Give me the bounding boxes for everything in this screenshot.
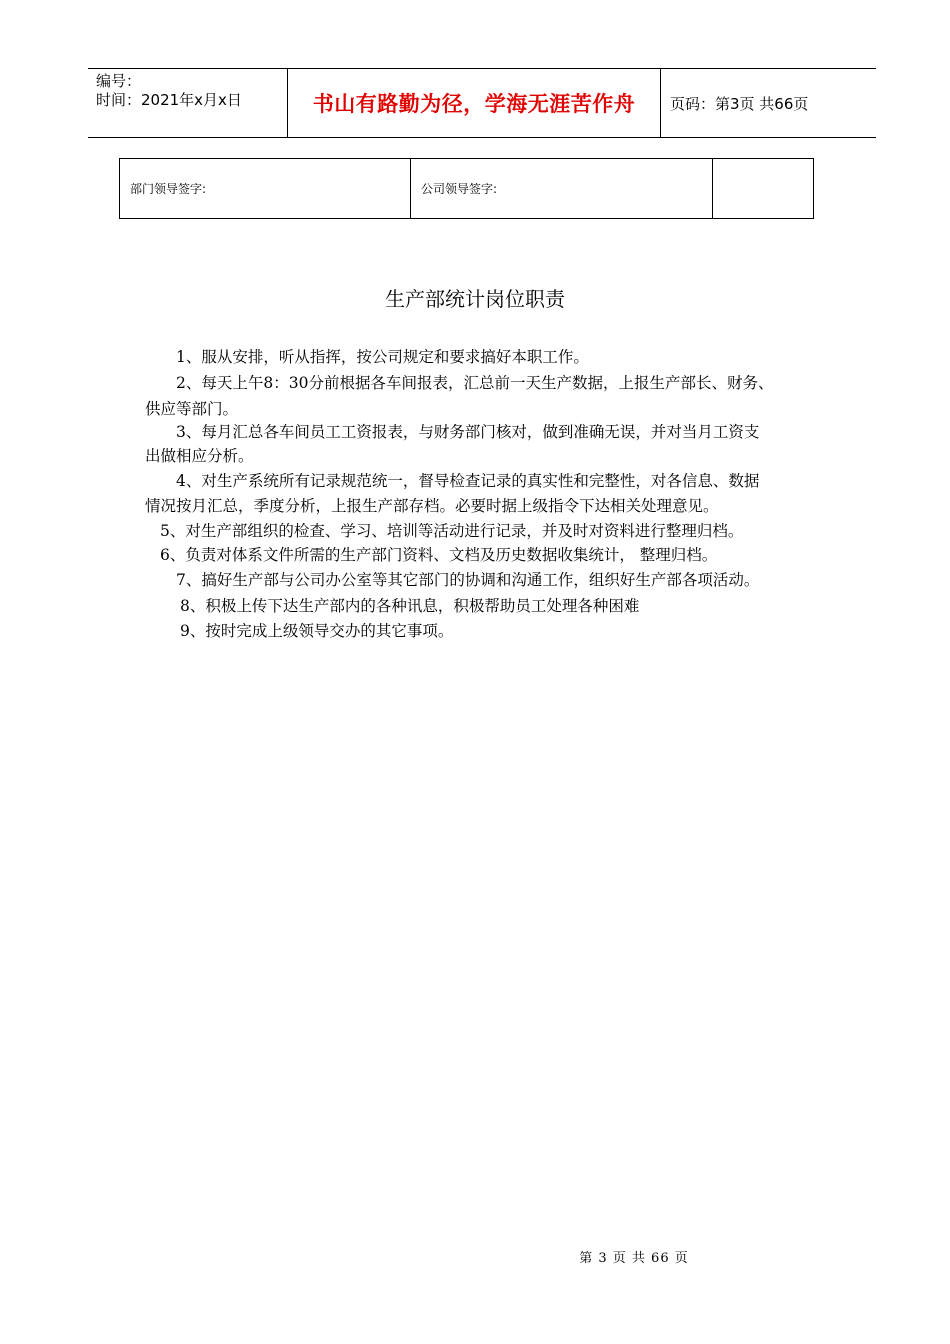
company-leader-signature: 公司领导签字: (411, 159, 713, 218)
duty-line: 供应等部门。 (145, 400, 239, 418)
duty-line: 2、每天上午8：30分前根据各车间报表，汇总前一天生产数据，上报生产部长、财务、 (176, 374, 774, 392)
document-title: 生产部统计岗位职责 (385, 287, 565, 311)
duty-line: 9、按时完成上级领导交办的其它事项。 (180, 622, 454, 640)
duty-line: 8、积极上传下达生产部内的各种讯息，积极帮助员工处理各种困难 (180, 597, 640, 615)
duty-line: 7、搞好生产部与公司办公室等其它部门的协调和沟通工作，组织好生产部各项活动。 (176, 571, 760, 589)
duty-line: 4、对生产系统所有记录规范统一，督导检查记录的真实性和完整性，对各信息、数据 (176, 472, 760, 490)
page-header (88, 68, 876, 138)
duty-line: 5、对生产部组织的检查、学习、培训等活动进行记录，并及时对资料进行整理归档。 (160, 522, 744, 540)
duty-line: 出做相应分析。 (145, 447, 254, 465)
page-footer: 第 3 页 共 66 页 (579, 1251, 689, 1266)
header-page-info: 页码：第3页 共66页 (670, 94, 809, 113)
signature-table (119, 158, 814, 219)
signature-blank-cell (713, 159, 813, 218)
dept-leader-signature: 部门领导签字: (120, 159, 411, 218)
number-label: 编号： (96, 72, 142, 90)
header-motto: 书山有路勤为径，学海无涯苦作舟 (287, 69, 661, 137)
header-meta (88, 69, 288, 137)
duty-line: 3、每月汇总各车间员工工资报表，与财务部门核对，做到准确无误，并对当月工资支 (176, 423, 760, 441)
duty-line: 1、服从安排，听从指挥，按公司规定和要求搞好本职工作。 (176, 348, 589, 366)
duty-line: 6、负责对体系文件所需的生产部门资料、文档及历史数据收集统计， 整理归档。 (160, 546, 718, 564)
time-label: 时间：2021年x月x日 (96, 91, 242, 109)
duty-line: 情况按月汇总，季度分析，上报生产部存档。必要时据上级指令下达相关处理意见。 (145, 497, 719, 515)
